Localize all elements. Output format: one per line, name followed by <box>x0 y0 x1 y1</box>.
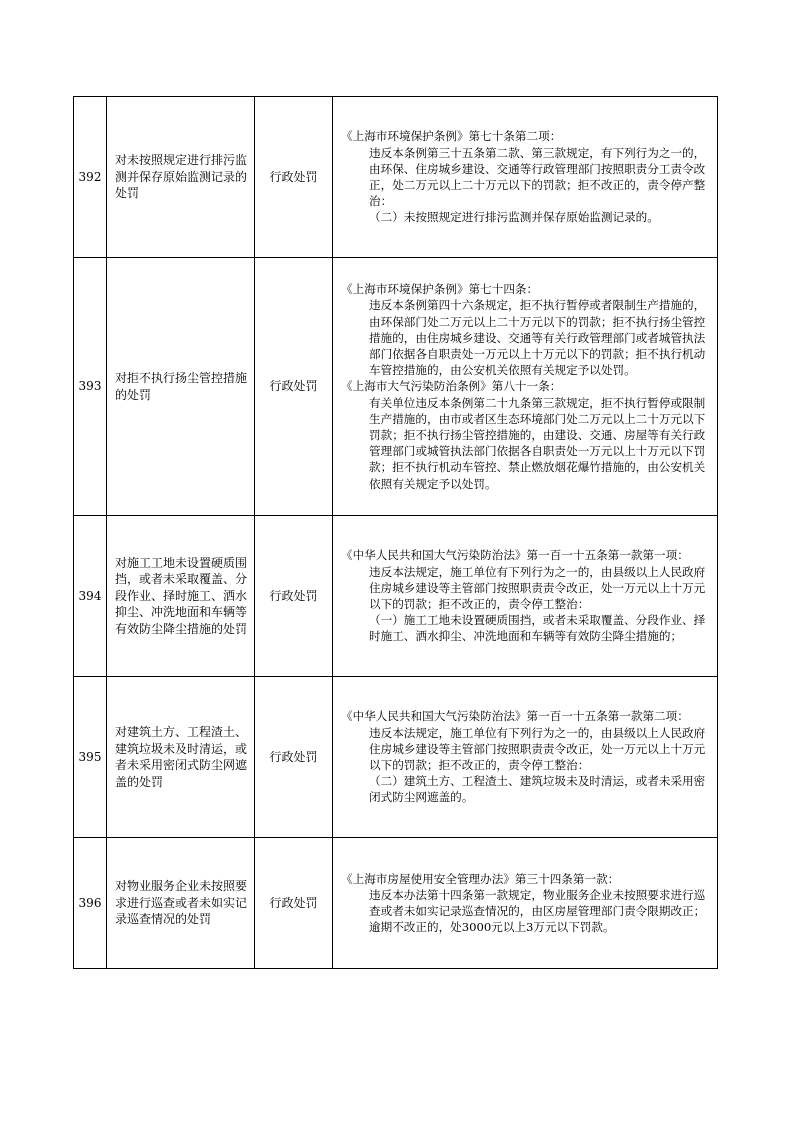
legal-basis <box>333 838 718 969</box>
table-row <box>74 516 718 677</box>
penalty-type: 行政处罚 <box>255 258 333 516</box>
row-number: 394 <box>74 516 107 677</box>
basis-line: 违反本办法第十四条第一款规定，物业服务企业未按照要求进行巡查或者未如实记录巡查情况的，由区房屋管理部门责令限期改正；逾期不改正的，处3000元以上3万元以下罚款。 <box>369 887 706 935</box>
basis-line: 违反本条例第四十六条规定，拒不执行暂停或者限制生产措施的，由环保部门处二万元以上二十万元以下的罚款；拒不执行扬尘管控措施的，由住房城乡建设、交通等有关行政管理部门或者城管执法部门依据各自职责处一万元以上十万元以下的罚款；拒不执行机动车管控措施的，由公安机关依照有关规定予以处罚。 <box>369 298 706 378</box>
basis-line: 《中华人民共和国大气污染防治法》第一百一十五条第一款第二项： <box>341 709 689 724</box>
penalty-item: 对拒不执行扬尘管控措施的处罚 <box>107 258 255 516</box>
basis-line: （二）建筑土方、工程渣土、建筑垃圾未及时清运，或者未采用密闭式防尘网遮盖的。 <box>369 774 706 805</box>
row-number: 396 <box>74 838 107 969</box>
legal-basis <box>333 516 718 677</box>
row-number: 395 <box>74 677 107 838</box>
penalty-item: 对未按照规定进行排污监测并保存原始监测记录的处罚 <box>107 97 255 258</box>
basis-line: 违反本条例第三十五条第二款、第三款规定，有下列行为之一的，由环保、住房城乡建设、交通等行政管理部门按照职责分工责令改正，处二万元以上二十万元以下的罚款；拒不改正的，责令停产整治： <box>369 145 706 209</box>
penalty-item: 对施工工地未设置硬质围挡，或者未采取覆盖、分段作业、择时施工、洒水抑尘、冲洗地面和车辆等有效防尘降尘措施的处罚 <box>107 516 255 677</box>
penalty-type: 行政处罚 <box>255 838 333 969</box>
legal-basis <box>333 677 718 838</box>
basis-line: 有关单位违反本条例第二十九条第三款规定，拒不执行暂停或限制生产措施的，由市或者区生态环境部门处二万元以上二十万元以下罚款；拒不执行扬尘管控措施的，由建设、交通、房屋等有关行政管理部门或城管执法部门依据各自职责处一万元以上十万元以下罚款；拒不执行机动车管控、禁止燃放烟花爆竹措施的，由公安机关依照有关规定予以处罚。 <box>369 395 706 491</box>
penalty-type: 行政处罚 <box>255 516 333 677</box>
basis-line: 《上海市环境保护条例》第七十条第二项： <box>341 129 562 144</box>
row-number: 393 <box>74 258 107 516</box>
penalty-type: 行政处罚 <box>255 97 333 258</box>
legal-basis <box>333 97 718 258</box>
basis-line: 《上海市房屋使用安全管理办法》第三十四条第一款： <box>341 871 620 886</box>
table-row <box>74 838 718 969</box>
penalty-table <box>73 96 718 969</box>
basis-line: 违反本法规定，施工单位有下列行为之一的，由县级以上人民政府住房城乡建设等主管部门按照职责责令改正，处一万元以上十万元以下的罚款；拒不改正的，责令停工整治： <box>369 564 706 611</box>
basis-line: 违反本法规定，施工单位有下列行为之一的，由县级以上人民政府住房城乡建设等主管部门按照职责责令改正，处一万元以上十万元以下的罚款；拒不改正的，责令停工整治： <box>369 725 706 772</box>
basis-line: 《上海市大气污染防治条例》第八十一条： <box>341 379 562 394</box>
penalty-type: 行政处罚 <box>255 677 333 838</box>
penalty-item: 对建筑土方、工程渣土、建筑垃圾未及时清运，或者未采用密闭式防尘网遮盖的处罚 <box>107 677 255 838</box>
basis-line: （二）未按照规定进行排污监测并保存原始监测记录的。 <box>369 210 659 225</box>
legal-basis <box>333 258 718 516</box>
basis-line: （一）施工工地未设置硬质围挡，或者未采取覆盖、分段作业、择时施工、洒水抑尘、冲洗地面和车辆等有效防尘降尘措施的； <box>369 613 706 644</box>
basis-line: 《上海市环境保护条例》第七十四条： <box>341 282 539 297</box>
penalty-item: 对物业服务企业未按照要求进行巡查或者未如实记录巡查情况的处罚 <box>107 838 255 969</box>
row-number: 392 <box>74 97 107 258</box>
table-row <box>74 677 718 838</box>
basis-line: 《中华人民共和国大气污染防治法》第一百一十五条第一款第一项： <box>341 548 689 563</box>
table-row <box>74 97 718 258</box>
table-row <box>74 258 718 516</box>
